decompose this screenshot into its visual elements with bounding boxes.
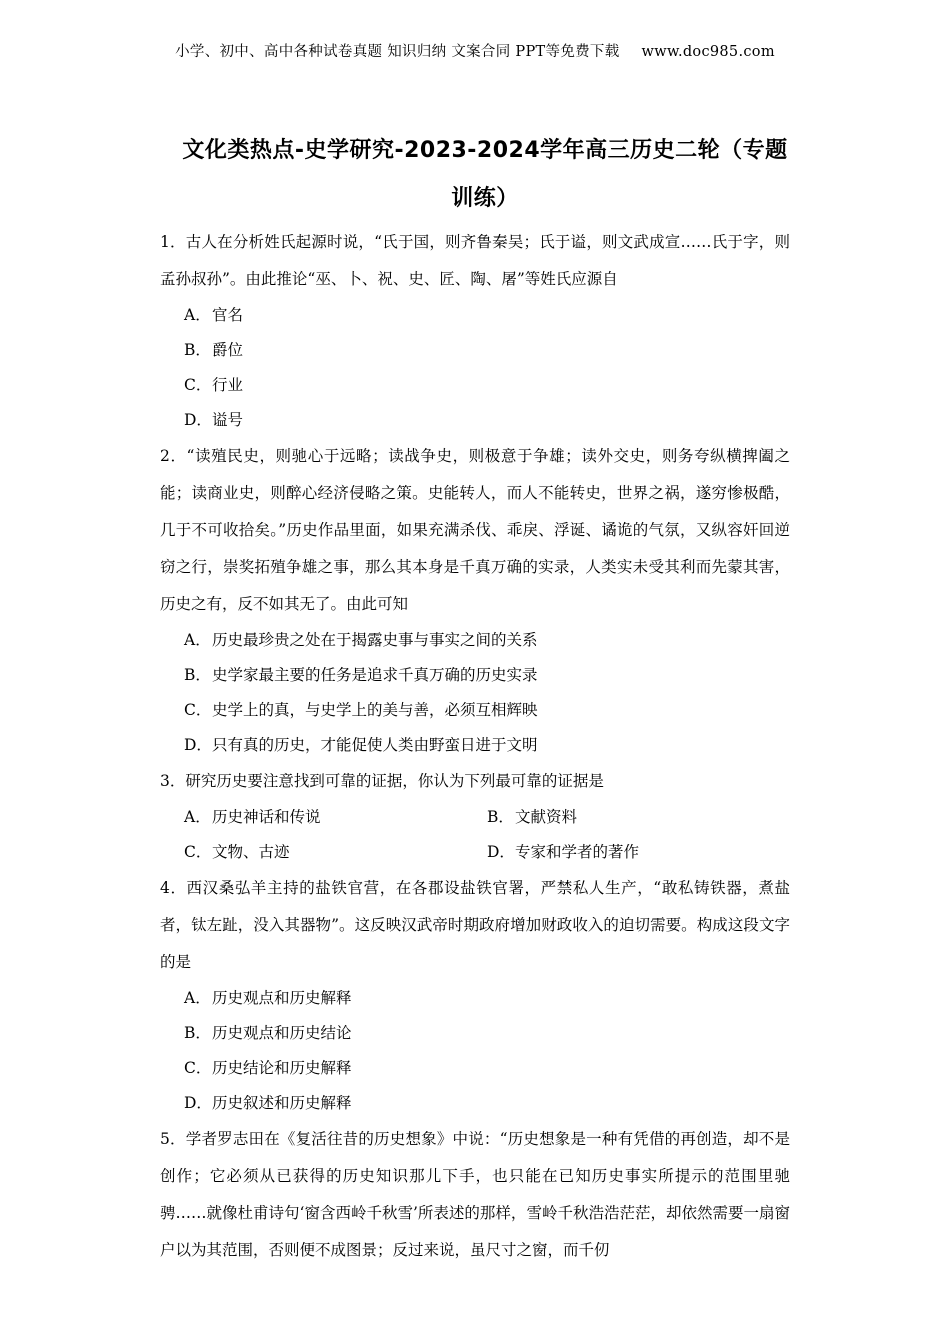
option-c[interactable]: C．文物、古迹 [184,843,290,861]
document-title-line-1: 文化类热点-史学研究-2023-2024学年高三历史二轮（专题 [182,138,788,163]
question-stem: 4．西汉桑弘羊主持的盐铁官营，在各郡设盐铁官署，严禁私人生产，“敢私铸铁器，煮盐者，钛左趾，没入其器物”。这反映汉武帝时期政府增加财政收入的迫切需要。构成这段文字的是 [160,879,790,971]
question-1 [160,224,790,438]
question-stem: 2．“读殖民史，则驰心于远略；读战争史，则极意于争雄；读外交史，则务夸纵横捭阖之能；读商业史，则醉心经济侵略之策。史能转人，而人不能转史，世界之祸，遂穷惨极酷，几于不可收拾矣。”历史作品里面，如果充满杀伐、乖戾、浮诞、谲诡的气氛，又纵容奸回逆窃之行，崇奖拓殖争雄之事，那么其本身是千真万确的实录，人类实未受其利而先蒙其害，历史之有，反不如其无了。由此可知 [160,447,790,613]
option-c[interactable]: C．历史结论和历史解释 [184,1059,352,1077]
header-left-text: 小学、初中、高中各种试卷真题 知识归纳 文案合同 PPT等免费下载 [175,44,620,60]
question-stem: 1．古人在分析姓氏起源时说，“氏于国，则齐鲁秦吴；氏于谥，则文武成宣……氏于字，则孟孙叔孙”。由此推论“巫、卜、祝、史、匠、陶、屠”等姓氏应源自 [160,233,790,288]
option-b[interactable]: B．史学家最主要的任务是追求千真万确的历史实录 [184,666,538,684]
document-title-line-2: 训练） [451,186,519,211]
option-c[interactable]: C．史学上的真，与史学上的美与善，必须互相辉映 [184,701,538,719]
option-a[interactable]: A．历史观点和历史解释 [184,989,352,1007]
option-b[interactable]: B．爵位 [184,341,244,359]
question-3 [160,763,790,870]
option-d[interactable]: D．专家和学者的著作 [487,843,640,861]
option-a[interactable]: A．历史神话和传说 [184,808,321,826]
option-row [160,800,790,835]
question-stem: 5．学者罗志田在《复活往昔的历史想象》中说：“历史想象是一种有凭借的再创造，却不是创作；它必须从已获得的历史知识那儿下手，也只能在已知历史事实所提示的范围里驰骋……就像杜甫诗句‘窗含西岭千秋雪’所表述的那样，雪岭千秋浩浩茫茫，却依然需要一扇窗户以为其范围，否则便不成图景；反过来说，虽尺寸之窗，而千仞 [160,1130,790,1259]
option-d[interactable]: D．只有真的历史，才能促使人类由野蛮日进于文明 [184,736,538,754]
question-5 [160,1121,790,1269]
option-a[interactable]: A．历史最珍贵之处在于揭露史事与事实之间的关系 [184,631,538,649]
option-d[interactable]: D．谥号 [184,411,244,429]
page-header [0,40,950,61]
question-list [160,224,790,1269]
header-website[interactable]: www.doc985.com [641,44,775,60]
option-b[interactable]: B．文献资料 [487,808,578,826]
option-a[interactable]: A．官名 [184,306,244,324]
question-stem: 3．研究历史要注意找到可靠的证据，你认为下列最可靠的证据是 [160,772,604,790]
question-2 [160,438,790,763]
option-c[interactable]: C．行业 [184,376,244,394]
option-b[interactable]: B．历史观点和历史结论 [184,1024,352,1042]
question-4 [160,870,790,1121]
option-row [160,835,790,870]
option-d[interactable]: D．历史叙述和历史解释 [184,1094,352,1112]
